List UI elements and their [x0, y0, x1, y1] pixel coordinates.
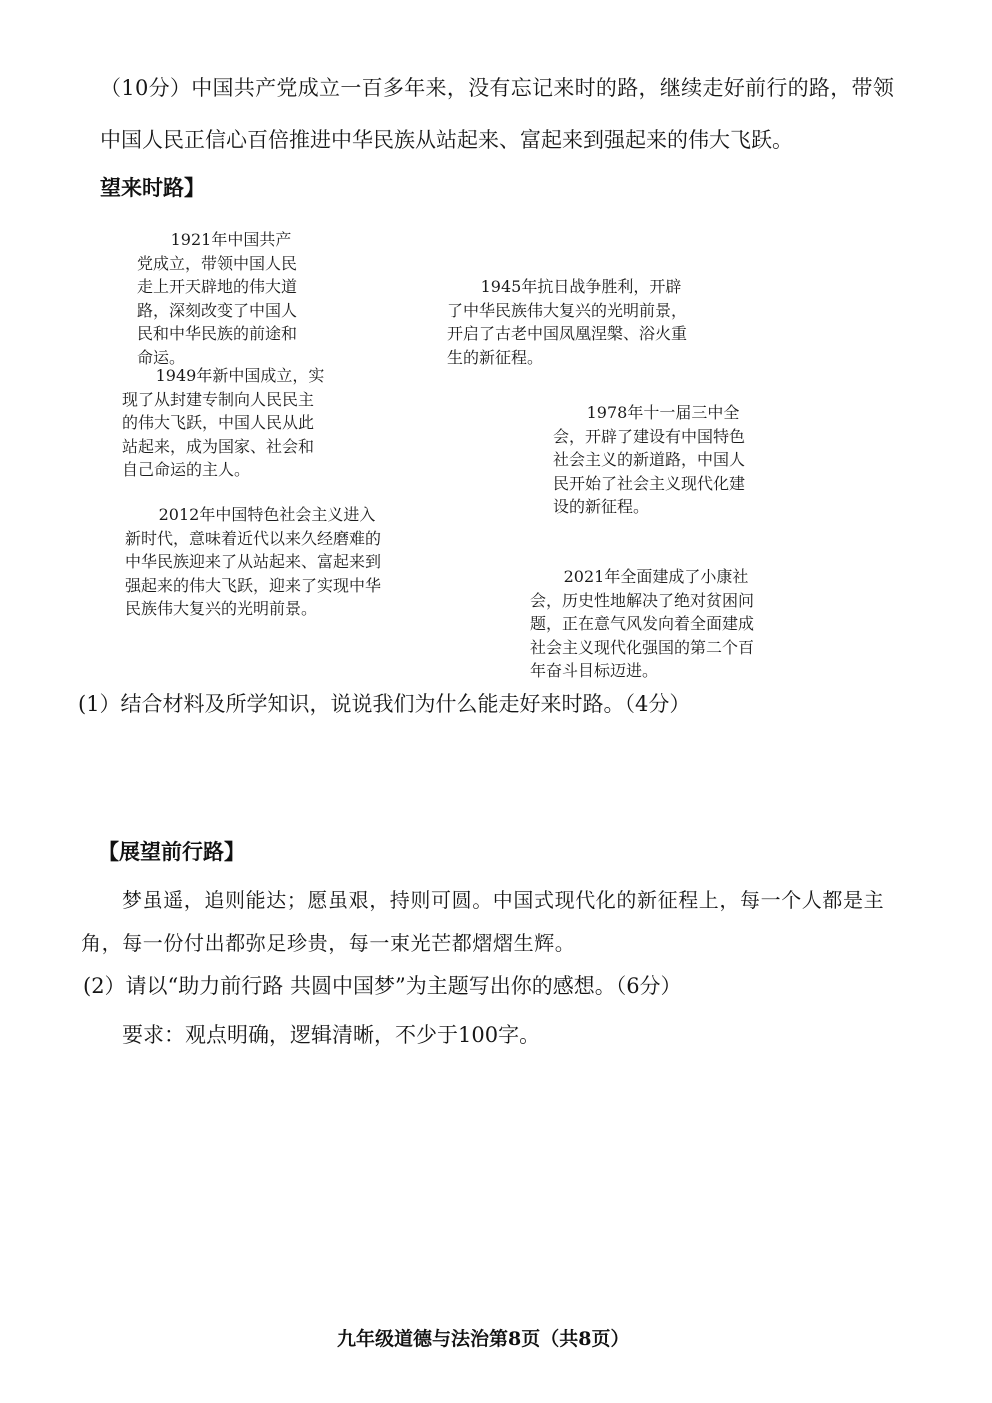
event-year-text: 1945年抗日战争胜利，开: [480, 277, 666, 296]
event-year-text: 1978年十一届三中全: [586, 403, 740, 422]
intro-line-1: （10分）中国共产党成立一百多年来，没有忘记来时的路，继续走好前行的路，带领: [100, 76, 895, 100]
event-block-1978: [553, 401, 758, 519]
event-year-text: 1921年中国共产党: [137, 230, 292, 273]
event-year-text: 2021年全面建成了小康社: [563, 567, 749, 586]
intro-line-2: 中国人民正信心百倍推进中华民族从站起来、富起来到强起来的伟大飞跃。: [100, 128, 793, 152]
event-year-text: 2012年中国特色社会主义进入: [158, 505, 376, 524]
question-2: (2）请以“助力前行路 共圆中国梦”为主题写出你的感想。（6分）: [83, 974, 682, 998]
event-body-text: 会，开辟了建设有中国特色社会主义的新道路，中国人民开始了社会主义现代化建设的新征程。: [553, 426, 746, 516]
event-block-1949: [122, 364, 327, 482]
event-body-text: 现了从封建专制向人民民主的伟大飞跃，中国人民从此站起来，成为国家、社会和自己命运的主人。: [122, 389, 315, 479]
event-body-text: 新时代，意味着近代以来久经磨难的中华民族迎来了从站起来、富起来到强起来的伟大飞跃，迎来了实现中华民族伟大复兴的光明前景。: [125, 528, 382, 618]
event-block-2012: [125, 503, 390, 621]
event-body-text: 成立，带领中国人民走上开天辟地的伟大道路，深刻改变了中国人民和中华民族的前途和命运。: [137, 253, 298, 367]
section-heading-past: 望来时路】: [100, 175, 205, 200]
section-heading-future: 【展望前行路】: [98, 839, 245, 864]
event-year-text: 1949年新中国成立，实: [155, 366, 325, 385]
event-block-2021: [530, 565, 755, 683]
page-footer: 九年级道德与法治第8页（共8页）: [337, 1328, 630, 1350]
answer-requirement: 要求：观点明确，逻辑清晰，不少于100字。: [122, 1023, 541, 1047]
event-block-1945: [447, 275, 692, 369]
event-block-1921: [137, 228, 302, 369]
event-body-text: 会，历史性地解决了绝对贫困问题，正在意气风发向着全面建成社会主义现代化强国的第二个百年奋斗目标迈进。: [530, 590, 755, 680]
future-paragraph-line-2: 角，每一份付出都弥足珍贵，每一束光芒都熠熠生辉。: [81, 931, 576, 955]
event-body-text: 辟了中华民族伟大复兴的光明前景，开启了古老中国凤凰涅槃、浴火重生的新征程。: [447, 277, 688, 367]
future-paragraph-line-1: 梦虽遥，追则能达；愿虽艰，持则可圆。中国式现代化的新征程上，每一个人都是主: [122, 888, 885, 912]
question-1: (1）结合材料及所学知识，说说我们为什么能走好来时路。（4分）: [78, 692, 691, 716]
